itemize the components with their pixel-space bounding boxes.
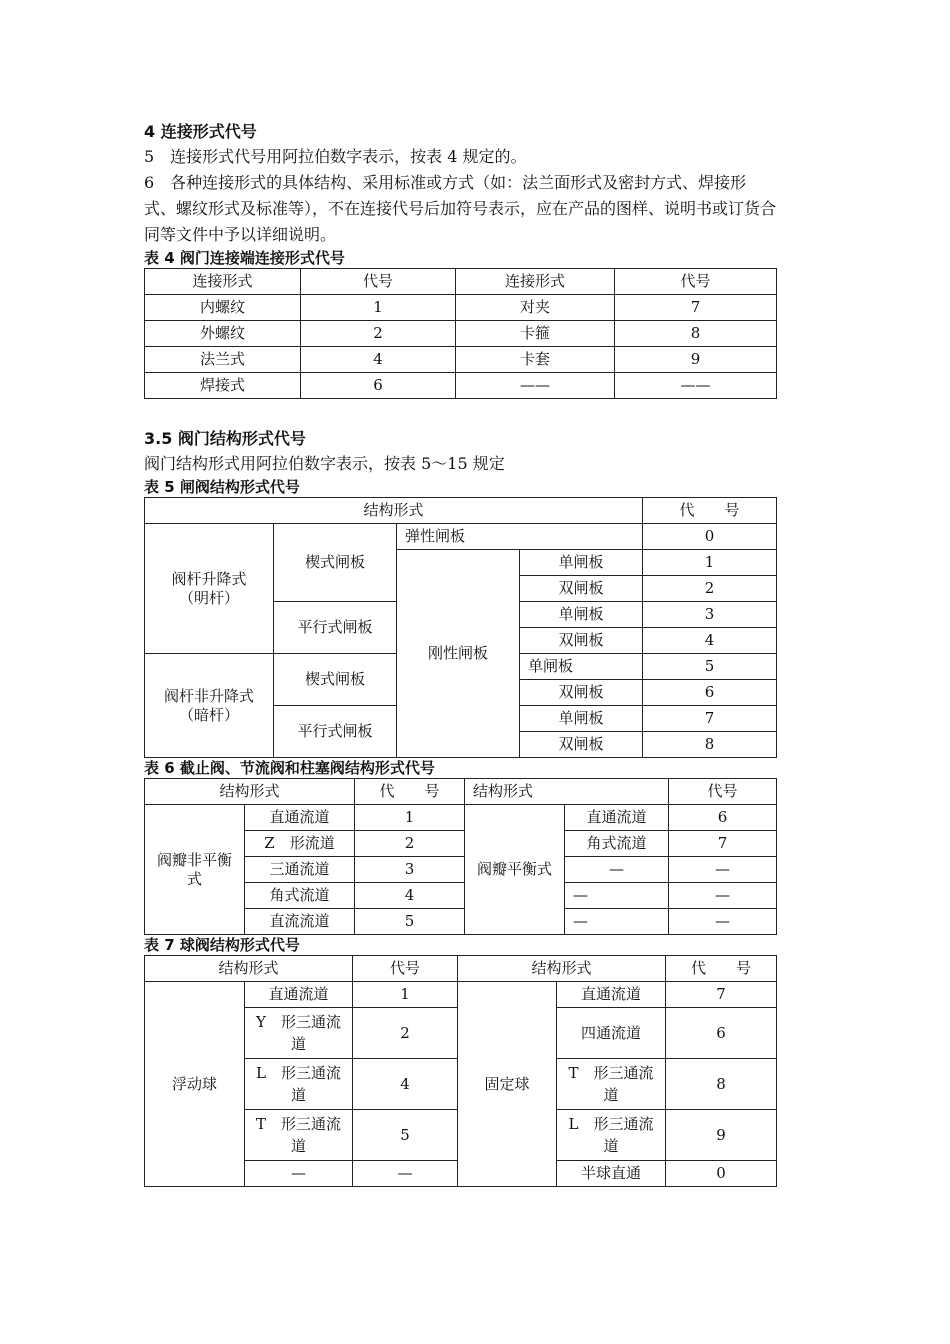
table-cell: 8	[615, 321, 777, 347]
table-cell: 单闸板	[520, 706, 643, 732]
table-header-row	[145, 269, 777, 295]
paragraph-6: 6 各种连接形式的具体结构、采用标准或方式（如：法兰面形式及密封方式、焊接形式、螺纹形式及标准等），不在连接代号后加符号表示，应在产品的图样、说明书或订货合同等文件中予以详细说明。	[144, 173, 777, 244]
paragraph-5: 5 连接形式代号用阿拉伯数字表示，按表 4 规定的。	[144, 147, 527, 166]
section-3-5-text: 阀门结构形式用阿拉伯数字表示，按表 5～15 规定	[144, 454, 505, 473]
header-cell: 结构形式	[145, 956, 353, 982]
table-cell: 刚性闸板	[397, 550, 520, 758]
cell-text: T 形三通流道	[568, 1064, 654, 1104]
section-3-5-title: 3.5 阀门结构形式代号	[144, 429, 306, 448]
table-row	[145, 805, 777, 831]
code-cell: 6	[643, 680, 777, 706]
code-cell: 2	[355, 831, 465, 857]
table-cell: 内螺纹	[145, 295, 301, 321]
code-cell: 2	[643, 576, 777, 602]
table-cell: 角式流道	[565, 831, 669, 857]
code-cell: 3	[643, 602, 777, 628]
table-cell: 双闸板	[520, 680, 643, 706]
table-cell: 直通流道	[565, 805, 669, 831]
table-cell: 9	[615, 347, 777, 373]
table-row	[145, 373, 777, 399]
code-cell: 6	[666, 1008, 777, 1059]
table-cell	[245, 1008, 353, 1059]
table-cell	[245, 1110, 353, 1161]
table-cell: 4	[301, 347, 456, 373]
section-4-title: 4 连接形式代号	[144, 122, 257, 141]
table-cell: 四通流道	[557, 1008, 666, 1059]
table-cell: 直流流道	[245, 909, 355, 935]
code-cell: 5	[353, 1110, 458, 1161]
code-cell: 1	[353, 982, 458, 1008]
table-cell: 外螺纹	[145, 321, 301, 347]
code-cell: 4	[353, 1059, 458, 1110]
table-cell: 角式流道	[245, 883, 355, 909]
table-cell: 1	[301, 295, 456, 321]
table-cell: 单闸板	[520, 654, 643, 680]
table-cell: ——	[456, 373, 615, 399]
table-cell: —	[245, 1161, 353, 1187]
table-cell: 直通流道	[557, 982, 666, 1008]
group-label: 阀杆非升降式（暗杆）	[163, 686, 254, 724]
header-cell: 结构形式	[145, 779, 355, 805]
table-5-caption: 表 5 闸阀结构形式代号	[144, 478, 300, 496]
table-4-caption: 表 4 阀门连接端连接形式代号	[144, 249, 345, 267]
table-cell: 半球直通	[557, 1161, 666, 1187]
table-cell: 6	[301, 373, 456, 399]
table-cell: 直通流道	[245, 805, 355, 831]
header-cell: 连接形式	[456, 269, 615, 295]
table-row	[145, 295, 777, 321]
group-label: 阀瓣非平衡式	[156, 850, 232, 888]
table-cell: 卡套	[456, 347, 615, 373]
code-cell: 1	[355, 805, 465, 831]
group-cell	[145, 524, 274, 654]
code-cell: 4	[643, 628, 777, 654]
table-cell	[557, 1110, 666, 1161]
table-cell: 楔式闸板	[274, 524, 397, 602]
code-cell: 3	[355, 857, 465, 883]
group-cell	[465, 805, 565, 935]
code-cell: 5	[643, 654, 777, 680]
code-cell: 8	[666, 1059, 777, 1110]
table-cell: 双闸板	[520, 628, 643, 654]
table-cell: 平行式闸板	[274, 706, 397, 758]
table-cell: 2	[301, 321, 456, 347]
table-cell: 卡箍	[456, 321, 615, 347]
code-cell: 0	[643, 524, 777, 550]
group-cell	[145, 805, 245, 935]
code-cell: 6	[669, 805, 777, 831]
header-cell: 代 号	[666, 956, 777, 982]
cell-text: L 形三通流道	[568, 1115, 654, 1155]
table-cell: ——	[615, 373, 777, 399]
table-cell: 对夹	[456, 295, 615, 321]
code-cell: —	[669, 909, 777, 935]
group-cell: 固定球	[458, 982, 557, 1187]
table-header-row	[145, 956, 777, 982]
table-cell: 平行式闸板	[274, 602, 397, 654]
table-cell: 法兰式	[145, 347, 301, 373]
table-cell: 双闸板	[520, 576, 643, 602]
header-cell: 代号	[301, 269, 456, 295]
group-label: 阀瓣平衡式	[477, 860, 553, 878]
table-cell: 三通流道	[245, 857, 355, 883]
code-cell: 5	[355, 909, 465, 935]
table-header-row	[145, 779, 777, 805]
table-cell	[245, 1059, 353, 1110]
code-cell: 1	[643, 550, 777, 576]
cell-text: L 形三通流道	[256, 1064, 341, 1104]
code-cell: 7	[669, 831, 777, 857]
code-cell: —	[669, 857, 777, 883]
group-cell: 浮动球	[145, 982, 245, 1187]
code-cell: —	[353, 1161, 458, 1187]
header-cell: 代号	[669, 779, 777, 805]
header-cell: 代 号	[355, 779, 465, 805]
code-cell: 2	[353, 1008, 458, 1059]
header-cell: 代 号	[643, 498, 777, 524]
header-cell: 连接形式	[145, 269, 301, 295]
table-7-caption: 表 7 球阀结构形式代号	[144, 936, 300, 954]
header-cell: 结构形式	[465, 779, 669, 805]
table-row	[145, 982, 777, 1008]
table-row	[145, 321, 777, 347]
header-cell: 结构形式	[145, 498, 643, 524]
table-cell: 弹性闸板	[397, 524, 643, 550]
table-cell: 双闸板	[520, 732, 643, 758]
spacer	[144, 399, 776, 427]
table-cell: 焊接式	[145, 373, 301, 399]
code-cell: 9	[666, 1110, 777, 1161]
code-cell: —	[669, 883, 777, 909]
header-cell: 代号	[353, 956, 458, 982]
table-cell: 单闸板	[520, 602, 643, 628]
table-cell: Z 形流道	[245, 831, 355, 857]
table-4	[144, 268, 777, 399]
table-cell: 单闸板	[520, 550, 643, 576]
code-cell: 7	[666, 982, 777, 1008]
group-label: 阀杆升降式（明杆）	[171, 569, 247, 607]
table-cell: 楔式闸板	[274, 654, 397, 706]
table-cell: —	[565, 857, 669, 883]
header-cell: 代号	[615, 269, 777, 295]
cell-text: T 形三通流道	[255, 1115, 341, 1155]
table-cell: 7	[615, 295, 777, 321]
table-cell: —	[565, 909, 669, 935]
table-6	[144, 778, 777, 935]
table-row	[145, 524, 777, 550]
group-cell	[145, 654, 274, 758]
code-cell: 4	[355, 883, 465, 909]
code-cell: 7	[643, 706, 777, 732]
document-page	[144, 120, 776, 1187]
table-header-row	[145, 498, 777, 524]
table-6-caption: 表 6 截止阀、节流阀和柱塞阀结构形式代号	[144, 759, 435, 777]
table-cell: 直通流道	[245, 982, 353, 1008]
code-cell: 8	[643, 732, 777, 758]
header-cell: 结构形式	[458, 956, 666, 982]
cell-text: Y 形三通流道	[256, 1013, 341, 1053]
table-row	[145, 347, 777, 373]
code-cell: 0	[666, 1161, 777, 1187]
table-cell: —	[565, 883, 669, 909]
table-7	[144, 955, 777, 1187]
table-5	[144, 497, 777, 758]
table-cell	[557, 1059, 666, 1110]
